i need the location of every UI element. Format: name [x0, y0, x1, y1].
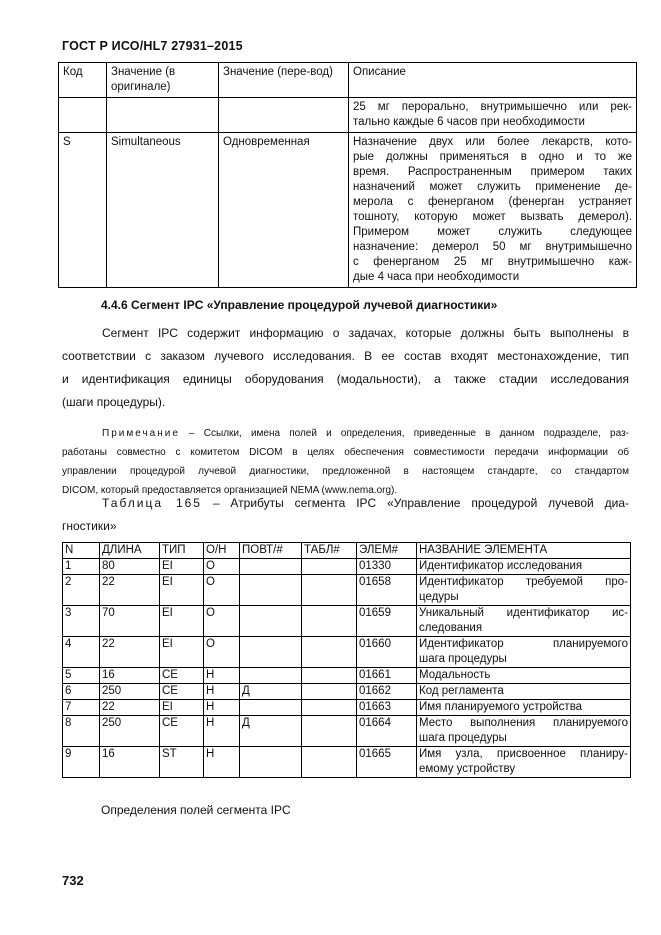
orig-cell: Simultaneous [107, 133, 219, 288]
rep-cell: Д [240, 684, 302, 700]
table-row [63, 668, 631, 684]
n-cell: 1 [63, 559, 100, 575]
type-cell: CE [160, 684, 204, 700]
type-cell: CE [160, 716, 204, 747]
col-rep-header: ПОВТ/# [240, 543, 302, 559]
code-cell [59, 98, 107, 133]
caption-label: Таблица 165 [102, 496, 202, 510]
n-cell: 8 [63, 716, 100, 747]
opt-cell: Н [204, 747, 240, 778]
section-paragraph: Сегмент IPC содержит информацию о задачах, которые должны быть выполнены в соответствии с заказом лучевого исследования. В ее состав входят местонахождение, тип и идентификация единицы оборудования (модальности), а также стадии исследования (шаги процедуры). [62, 326, 629, 409]
name-cell: Код регламента [417, 684, 631, 700]
type-cell: CE [160, 668, 204, 684]
length-cell: 22 [100, 700, 160, 716]
elem-cell: 01663 [357, 700, 417, 716]
col-opt-header: О/Н [204, 543, 240, 559]
table-row [59, 133, 637, 288]
section-title: 4.4.6 Сегмент IPC «Управление процедурой лучевой диагностики» [101, 298, 498, 312]
elem-cell: 01658 [357, 575, 417, 606]
name-cell: Идентификатор требуемой про- цедуры [417, 575, 631, 606]
n-cell: 9 [63, 747, 100, 778]
rep-cell [240, 575, 302, 606]
table-row [59, 98, 637, 133]
opt-cell: O [204, 559, 240, 575]
tbl-cell [302, 668, 357, 684]
opt-cell: Н [204, 700, 240, 716]
rep-cell [240, 747, 302, 778]
orig-cell [107, 98, 219, 133]
col-desc-header: Описание [349, 63, 637, 98]
tbl-cell [302, 716, 357, 747]
type-cell: EI [160, 700, 204, 716]
length-cell: 250 [100, 684, 160, 700]
type-cell: EI [160, 559, 204, 575]
col-table-header: ТАБЛ# [302, 543, 357, 559]
table-row [63, 747, 631, 778]
trans-cell [219, 98, 349, 133]
tbl-cell [302, 747, 357, 778]
type-cell: EI [160, 606, 204, 637]
opt-cell: O [204, 575, 240, 606]
code-table-header-row [59, 63, 637, 98]
note-block: Примечание – Ссылки, имена полей и определения, приведенные в данном подразделе, раз- работаны совместно с комитетом DICOM в целях обеспечения совместимости передачи информации об управлении процедурой лучевой диагностики, предложенной в настоящем стандарте, со стандартом DICOM, который предоставляется организацией NEMA (www.nema.org). [62, 428, 629, 496]
col-name-header: НАЗВАНИЕ ЭЛЕМЕНТА [417, 543, 631, 559]
table-row [63, 684, 631, 700]
name-cell: Имя узла, присвоенное планиру- емому устройству [417, 747, 631, 778]
length-cell: 22 [100, 637, 160, 668]
name-cell: Место выполнения планируемого шага процедуры [417, 716, 631, 747]
name-cell: Идентификатор планируемого шага процедуры [417, 637, 631, 668]
col-type-header: ТИП [160, 543, 204, 559]
elem-cell: 01664 [357, 716, 417, 747]
rep-cell [240, 606, 302, 637]
table-row [63, 575, 631, 606]
length-cell: 16 [100, 668, 160, 684]
elem-cell: 01659 [357, 606, 417, 637]
col-orig-header: Значение (в оригинале) [107, 63, 219, 98]
name-cell: Модальность [417, 668, 631, 684]
code-table [58, 62, 637, 288]
code-cell: S [59, 133, 107, 288]
n-cell: 4 [63, 637, 100, 668]
table-row [63, 559, 631, 575]
rep-cell: Д [240, 716, 302, 747]
tbl-cell [302, 559, 357, 575]
document-header: ГОСТ Р ИСО/HL7 27931–2015 [62, 39, 243, 53]
length-cell: 22 [100, 575, 160, 606]
length-cell: 70 [100, 606, 160, 637]
tbl-cell [302, 606, 357, 637]
elem-cell: 01330 [357, 559, 417, 575]
elem-cell: 01665 [357, 747, 417, 778]
elem-cell: 01660 [357, 637, 417, 668]
n-cell: 6 [63, 684, 100, 700]
type-cell: EI [160, 637, 204, 668]
tbl-cell [302, 637, 357, 668]
ipc-attributes-table [62, 542, 631, 778]
rep-cell [240, 559, 302, 575]
elem-cell: 01661 [357, 668, 417, 684]
table-header-row [63, 543, 631, 559]
field-definitions-heading: Определения полей сегмента IPC [101, 803, 291, 817]
desc-cell: Назначение двух или более лекарств, кото- рые должны применяться в одно и то же время. Распространенным примером таких назначений может служить применение де- мерола с фенерганом (фенерган устраняет тошноту, которую может вызвать демерол). Примером может служить следующее назначение: демерол 50 мг внутримышечно с фенерганом 25 мг внутримышечно каж- дые 4 часа при необходимости [349, 133, 637, 288]
opt-cell: Н [204, 684, 240, 700]
length-cell: 16 [100, 747, 160, 778]
length-cell: 80 [100, 559, 160, 575]
name-cell: Идентификатор исследования [417, 559, 631, 575]
n-cell: 5 [63, 668, 100, 684]
note-label: Примечание [102, 428, 180, 439]
name-cell: Имя планируемого устройства [417, 700, 631, 716]
trans-cell: Одновременная [219, 133, 349, 288]
opt-cell: O [204, 637, 240, 668]
name-cell: Уникальный идентификатор ис- следования [417, 606, 631, 637]
col-code-header: Код [59, 63, 107, 98]
n-cell: 7 [63, 700, 100, 716]
opt-cell: O [204, 606, 240, 637]
n-cell: 2 [63, 575, 100, 606]
tbl-cell [302, 684, 357, 700]
table-row [63, 700, 631, 716]
tbl-cell [302, 700, 357, 716]
table-row [63, 716, 631, 747]
rep-cell [240, 668, 302, 684]
rep-cell [240, 637, 302, 668]
n-cell: 3 [63, 606, 100, 637]
table-row [63, 637, 631, 668]
type-cell: ST [160, 747, 204, 778]
elem-cell: 01662 [357, 684, 417, 700]
col-length-header: ДЛИНА [100, 543, 160, 559]
type-cell: EI [160, 575, 204, 606]
length-cell: 250 [100, 716, 160, 747]
page-number: 732 [62, 873, 84, 888]
col-n-header: N [63, 543, 100, 559]
rep-cell [240, 700, 302, 716]
table-caption: Таблица 165 – Атрибуты сегмента IPC «Управление процедурой лучевой диа- гностики» [62, 496, 629, 533]
tbl-cell [302, 575, 357, 606]
desc-cell: 25 мг перорально, внутримышечно или рек- тально каждые 6 часов при необходимости [349, 98, 637, 133]
table-row [63, 606, 631, 637]
col-elem-header: ЭЛЕМ# [357, 543, 417, 559]
col-trans-header: Значение (пере-вод) [219, 63, 349, 98]
opt-cell: Н [204, 668, 240, 684]
opt-cell: Н [204, 716, 240, 747]
